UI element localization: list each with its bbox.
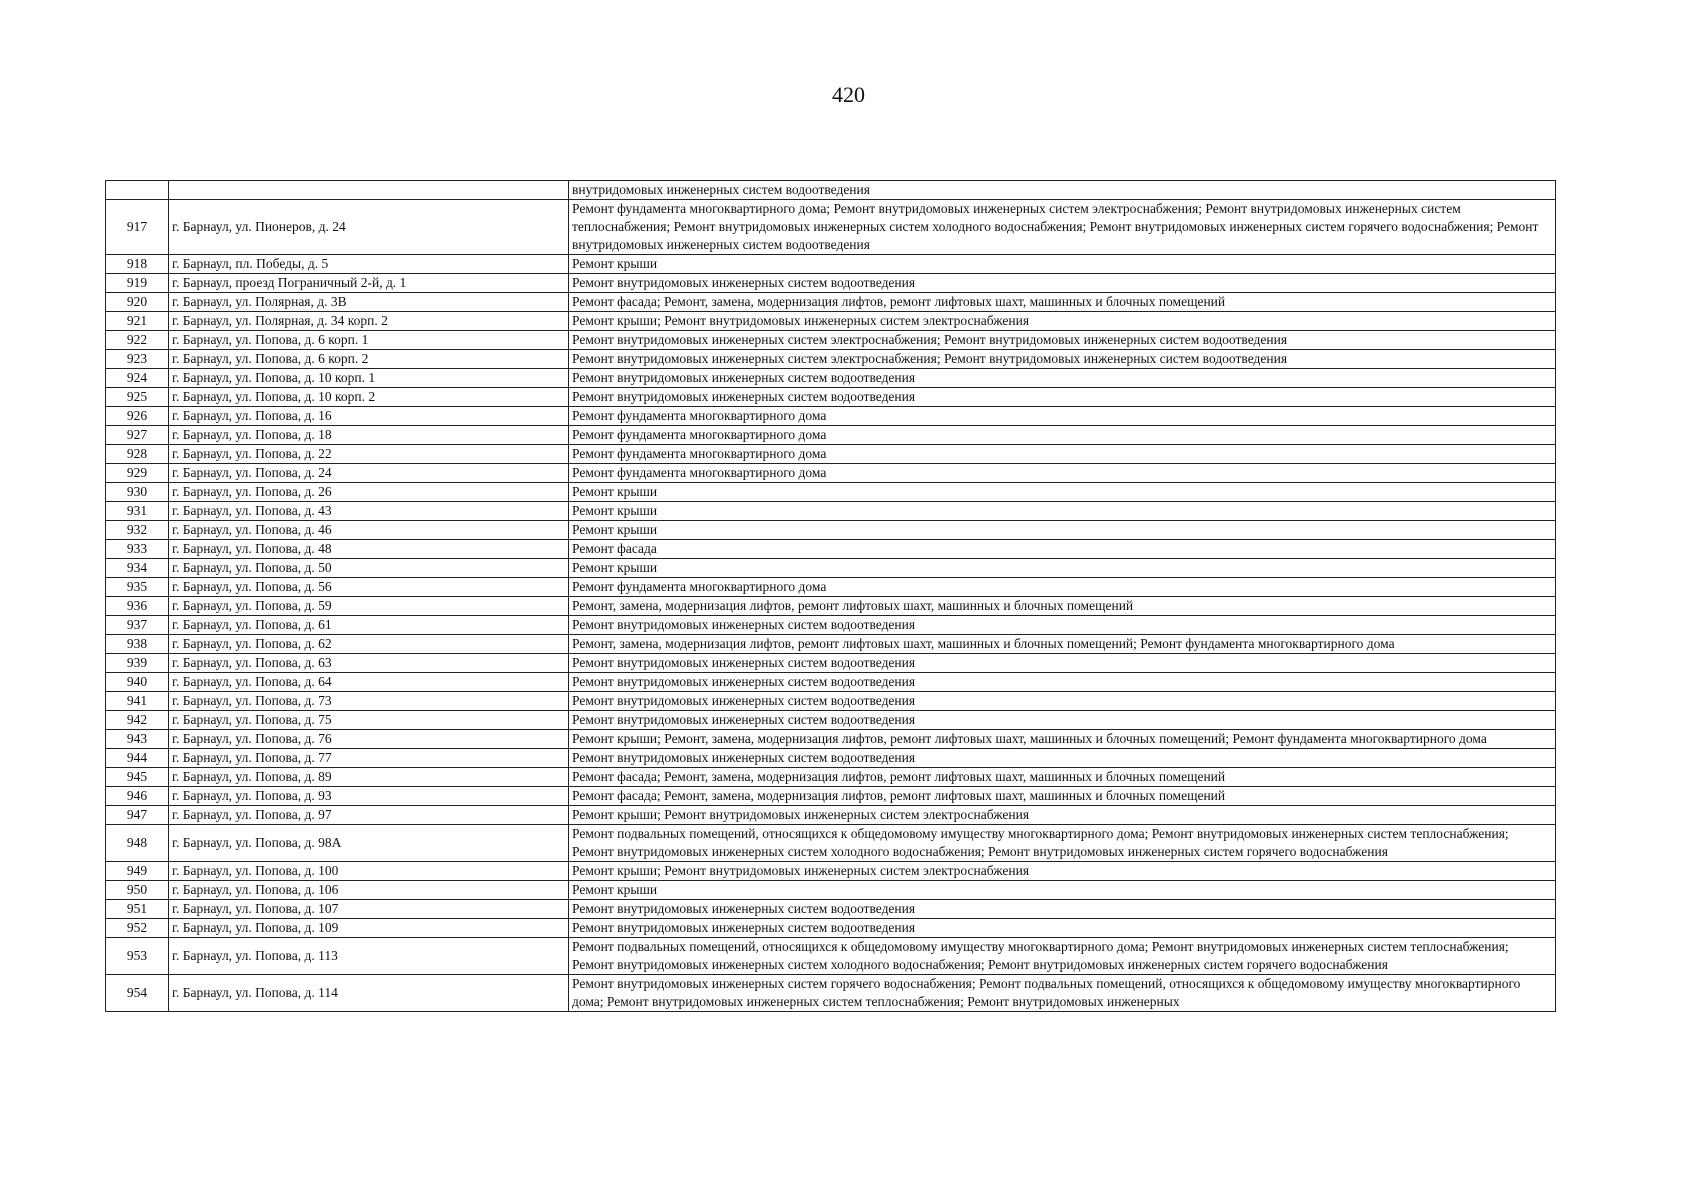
row-number-cell: 933 xyxy=(106,540,169,559)
table-row xyxy=(106,350,1556,369)
table-row xyxy=(106,502,1556,521)
table-row xyxy=(106,900,1556,919)
row-number-cell: 938 xyxy=(106,635,169,654)
works-cell: Ремонт, замена, модернизация лифтов, ремонт лифтовых шахт, машинных и блочных помещений; Ремонт фундамента многоквартирного дома xyxy=(569,635,1556,654)
address-cell: г. Барнаул, ул. Попова, д. 6 корп. 1 xyxy=(169,331,569,350)
address-cell: г. Барнаул, ул. Попова, д. 64 xyxy=(169,673,569,692)
table-row xyxy=(106,181,1556,200)
row-number-cell: 945 xyxy=(106,768,169,787)
row-number-cell: 940 xyxy=(106,673,169,692)
address-cell: г. Барнаул, ул. Попова, д. 93 xyxy=(169,787,569,806)
row-number-cell: 943 xyxy=(106,730,169,749)
table-row xyxy=(106,521,1556,540)
row-number-cell: 927 xyxy=(106,426,169,445)
row-number-cell: 946 xyxy=(106,787,169,806)
address-cell: г. Барнаул, ул. Попова, д. 75 xyxy=(169,711,569,730)
row-number-cell: 926 xyxy=(106,407,169,426)
table-row xyxy=(106,692,1556,711)
works-cell: Ремонт внутридомовых инженерных систем водоотведения xyxy=(569,654,1556,673)
row-number-cell: 941 xyxy=(106,692,169,711)
works-cell: Ремонт фундамента многоквартирного дома xyxy=(569,464,1556,483)
row-number-cell: 919 xyxy=(106,274,169,293)
works-cell: Ремонт фасада; Ремонт, замена, модернизация лифтов, ремонт лифтовых шахт, машинных и блочных помещений xyxy=(569,293,1556,312)
table-row xyxy=(106,919,1556,938)
works-cell: Ремонт крыши xyxy=(569,502,1556,521)
row-number-cell: 932 xyxy=(106,521,169,540)
table-row xyxy=(106,730,1556,749)
table-row xyxy=(106,787,1556,806)
row-number-cell xyxy=(106,181,169,200)
works-cell: Ремонт крыши; Ремонт, замена, модернизация лифтов, ремонт лифтовых шахт, машинных и блочных помещений; Ремонт фундамента многоквартирного дома xyxy=(569,730,1556,749)
address-cell: г. Барнаул, ул. Попова, д. 76 xyxy=(169,730,569,749)
works-table-body xyxy=(106,181,1556,1012)
row-number-cell: 954 xyxy=(106,975,169,1012)
works-cell: Ремонт крыши; Ремонт внутридомовых инженерных систем электроснабжения xyxy=(569,862,1556,881)
works-cell: Ремонт внутридомовых инженерных систем водоотведения xyxy=(569,692,1556,711)
address-cell: г. Барнаул, ул. Попова, д. 50 xyxy=(169,559,569,578)
row-number-cell: 936 xyxy=(106,597,169,616)
row-number-cell: 935 xyxy=(106,578,169,597)
works-cell: Ремонт фундамента многоквартирного дома xyxy=(569,426,1556,445)
row-number-cell: 948 xyxy=(106,825,169,862)
address-cell xyxy=(169,181,569,200)
address-cell: г. Барнаул, ул. Попова, д. 106 xyxy=(169,881,569,900)
address-cell: г. Барнаул, ул. Попова, д. 26 xyxy=(169,483,569,502)
row-number-cell: 930 xyxy=(106,483,169,502)
table-row xyxy=(106,483,1556,502)
address-cell: г. Барнаул, ул. Попова, д. 10 корп. 1 xyxy=(169,369,569,388)
row-number-cell: 922 xyxy=(106,331,169,350)
works-cell: внутридомовых инженерных систем водоотведения xyxy=(569,181,1556,200)
address-cell: г. Барнаул, ул. Полярная, д. 34 корп. 2 xyxy=(169,312,569,331)
address-cell: г. Барнаул, ул. Попова, д. 24 xyxy=(169,464,569,483)
row-number-cell: 918 xyxy=(106,255,169,274)
works-cell: Ремонт внутридомовых инженерных систем водоотведения xyxy=(569,388,1556,407)
table-row xyxy=(106,312,1556,331)
works-cell: Ремонт подвальных помещений, относящихся к общедомовому имуществу многоквартирного дома; Ремонт внутридомовых инженерных систем теплоснабжения; Ремонт внутридомовых инженерных систем холодного водоснабжения; Ремонт внутридомовых инженерных систем горячего водоснабжения xyxy=(569,825,1556,862)
row-number-cell: 925 xyxy=(106,388,169,407)
works-cell: Ремонт внутридомовых инженерных систем электроснабжения; Ремонт внутридомовых инженерных систем водоотведения xyxy=(569,331,1556,350)
table-row xyxy=(106,407,1556,426)
address-cell: г. Барнаул, ул. Попова, д. 73 xyxy=(169,692,569,711)
address-cell: г. Барнаул, ул. Попова, д. 63 xyxy=(169,654,569,673)
table-row xyxy=(106,616,1556,635)
table-row xyxy=(106,635,1556,654)
works-cell: Ремонт, замена, модернизация лифтов, ремонт лифтовых шахт, машинных и блочных помещений xyxy=(569,597,1556,616)
page-number: 420 xyxy=(832,82,865,107)
table-row xyxy=(106,200,1556,255)
works-table xyxy=(105,180,1556,1012)
works-cell: Ремонт крыши xyxy=(569,483,1556,502)
address-cell: г. Барнаул, ул. Попова, д. 62 xyxy=(169,635,569,654)
works-cell: Ремонт внутридомовых инженерных систем водоотведения xyxy=(569,900,1556,919)
works-cell: Ремонт фасада; Ремонт, замена, модернизация лифтов, ремонт лифтовых шахт, машинных и блочных помещений xyxy=(569,787,1556,806)
row-number-cell: 949 xyxy=(106,862,169,881)
works-cell: Ремонт внутридомовых инженерных систем водоотведения xyxy=(569,711,1556,730)
works-cell: Ремонт фундамента многоквартирного дома xyxy=(569,407,1556,426)
address-cell: г. Барнаул, ул. Попова, д. 18 xyxy=(169,426,569,445)
works-cell: Ремонт крыши xyxy=(569,255,1556,274)
address-cell: г. Барнаул, ул. Полярная, д. 3В xyxy=(169,293,569,312)
address-cell: г. Барнаул, ул. Попова, д. 43 xyxy=(169,502,569,521)
table-row xyxy=(106,464,1556,483)
works-cell: Ремонт фасада xyxy=(569,540,1556,559)
works-cell: Ремонт крыши xyxy=(569,521,1556,540)
address-cell: г. Барнаул, ул. Попова, д. 46 xyxy=(169,521,569,540)
address-cell: г. Барнаул, ул. Пионеров, д. 24 xyxy=(169,200,569,255)
table-row xyxy=(106,331,1556,350)
row-number-cell: 950 xyxy=(106,881,169,900)
table-row xyxy=(106,597,1556,616)
row-number-cell: 921 xyxy=(106,312,169,331)
table-row xyxy=(106,540,1556,559)
works-cell: Ремонт фундамента многоквартирного дома; Ремонт внутридомовых инженерных систем электроснабжения; Ремонт внутридомовых инженерных систем теплоснабжения; Ремонт внутридомовых инженерных систем холодного водоснабжения; Ремонт внутридомовых инженерных систем горячего водоснабжения; Ремонт внутридомовых инженерных систем водоотведения xyxy=(569,200,1556,255)
address-cell: г. Барнаул, ул. Попова, д. 59 xyxy=(169,597,569,616)
address-cell: г. Барнаул, ул. Попова, д. 61 xyxy=(169,616,569,635)
row-number-cell: 944 xyxy=(106,749,169,768)
row-number-cell: 953 xyxy=(106,938,169,975)
address-cell: г. Барнаул, ул. Попова, д. 100 xyxy=(169,862,569,881)
address-cell: г. Барнаул, ул. Попова, д. 77 xyxy=(169,749,569,768)
table-row xyxy=(106,768,1556,787)
works-cell: Ремонт внутридомовых инженерных систем водоотведения xyxy=(569,616,1556,635)
works-cell: Ремонт подвальных помещений, относящихся к общедомовому имуществу многоквартирного дома; Ремонт внутридомовых инженерных систем теплоснабжения; Ремонт внутридомовых инженерных систем холодного водоснабжения; Ремонт внутридомовых инженерных систем горячего водоснабжения xyxy=(569,938,1556,975)
table-row xyxy=(106,388,1556,407)
address-cell: г. Барнаул, проезд Пограничный 2-й, д. 1 xyxy=(169,274,569,293)
address-cell: г. Барнаул, ул. Попова, д. 10 корп. 2 xyxy=(169,388,569,407)
table-row xyxy=(106,806,1556,825)
table-row xyxy=(106,749,1556,768)
works-cell: Ремонт внутридомовых инженерных систем электроснабжения; Ремонт внутридомовых инженерных систем водоотведения xyxy=(569,350,1556,369)
address-cell: г. Барнаул, ул. Попова, д. 114 xyxy=(169,975,569,1012)
table-row xyxy=(106,559,1556,578)
address-cell: г. Барнаул, ул. Попова, д. 22 xyxy=(169,445,569,464)
row-number-cell: 939 xyxy=(106,654,169,673)
table-row xyxy=(106,255,1556,274)
table-row xyxy=(106,274,1556,293)
row-number-cell: 942 xyxy=(106,711,169,730)
row-number-cell: 934 xyxy=(106,559,169,578)
works-cell: Ремонт внутридомовых инженерных систем горячего водоснабжения; Ремонт подвальных помещений, относящихся к общедомовому имуществу многоквартирного дома; Ремонт внутридомовых инженерных систем теплоснабжения; Ремонт внутридомовых инженерных xyxy=(569,975,1556,1012)
works-cell: Ремонт внутридомовых инженерных систем водоотведения xyxy=(569,369,1556,388)
address-cell: г. Барнаул, ул. Попова, д. 98А xyxy=(169,825,569,862)
table-row xyxy=(106,673,1556,692)
works-cell: Ремонт внутридомовых инженерных систем водоотведения xyxy=(569,673,1556,692)
table-row xyxy=(106,426,1556,445)
row-number-cell: 937 xyxy=(106,616,169,635)
address-cell: г. Барнаул, пл. Победы, д. 5 xyxy=(169,255,569,274)
works-cell: Ремонт крыши; Ремонт внутридомовых инженерных систем электроснабжения xyxy=(569,312,1556,331)
row-number-cell: 929 xyxy=(106,464,169,483)
table-row xyxy=(106,711,1556,730)
row-number-cell: 947 xyxy=(106,806,169,825)
table-row xyxy=(106,293,1556,312)
row-number-cell: 917 xyxy=(106,200,169,255)
table-row xyxy=(106,862,1556,881)
address-cell: г. Барнаул, ул. Попова, д. 113 xyxy=(169,938,569,975)
table-row xyxy=(106,578,1556,597)
row-number-cell: 924 xyxy=(106,369,169,388)
works-cell: Ремонт крыши; Ремонт внутридомовых инженерных систем электроснабжения xyxy=(569,806,1556,825)
works-cell: Ремонт фундамента многоквартирного дома xyxy=(569,445,1556,464)
works-cell: Ремонт крыши xyxy=(569,559,1556,578)
table-row xyxy=(106,975,1556,1012)
works-cell: Ремонт фасада; Ремонт, замена, модернизация лифтов, ремонт лифтовых шахт, машинных и блочных помещений xyxy=(569,768,1556,787)
works-cell: Ремонт крыши xyxy=(569,881,1556,900)
address-cell: г. Барнаул, ул. Попова, д. 89 xyxy=(169,768,569,787)
row-number-cell: 928 xyxy=(106,445,169,464)
works-cell: Ремонт внутридомовых инженерных систем водоотведения xyxy=(569,274,1556,293)
works-cell: Ремонт внутридомовых инженерных систем водоотведения xyxy=(569,919,1556,938)
table-row xyxy=(106,445,1556,464)
address-cell: г. Барнаул, ул. Попова, д. 97 xyxy=(169,806,569,825)
address-cell: г. Барнаул, ул. Попова, д. 6 корп. 2 xyxy=(169,350,569,369)
row-number-cell: 920 xyxy=(106,293,169,312)
row-number-cell: 951 xyxy=(106,900,169,919)
row-number-cell: 952 xyxy=(106,919,169,938)
works-cell: Ремонт внутридомовых инженерных систем водоотведения xyxy=(569,749,1556,768)
table-row xyxy=(106,825,1556,862)
address-cell: г. Барнаул, ул. Попова, д. 109 xyxy=(169,919,569,938)
address-cell: г. Барнаул, ул. Попова, д. 16 xyxy=(169,407,569,426)
works-cell: Ремонт фундамента многоквартирного дома xyxy=(569,578,1556,597)
address-cell: г. Барнаул, ул. Попова, д. 107 xyxy=(169,900,569,919)
table-row xyxy=(106,654,1556,673)
table-row xyxy=(106,369,1556,388)
row-number-cell: 923 xyxy=(106,350,169,369)
table-row xyxy=(106,881,1556,900)
address-cell: г. Барнаул, ул. Попова, д. 48 xyxy=(169,540,569,559)
table-row xyxy=(106,938,1556,975)
row-number-cell: 931 xyxy=(106,502,169,521)
address-cell: г. Барнаул, ул. Попова, д. 56 xyxy=(169,578,569,597)
